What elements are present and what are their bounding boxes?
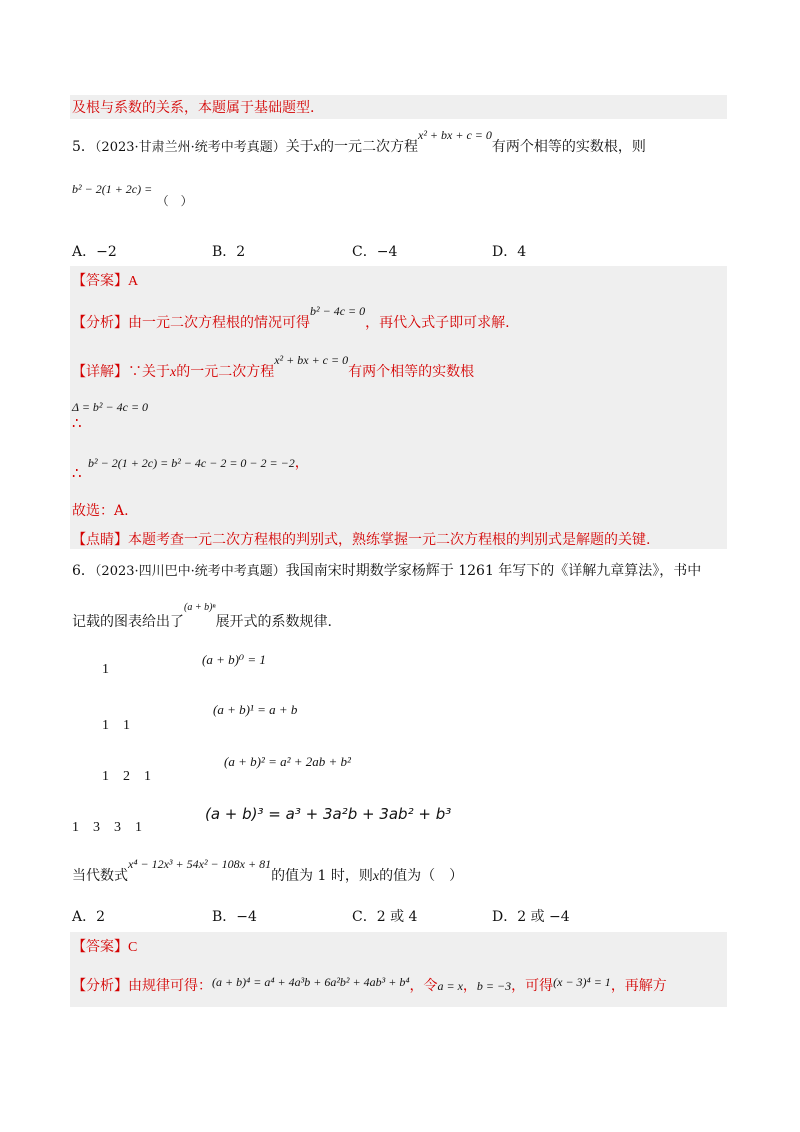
previous-comment-fragment: 及根与系数的关系，本题属于基础题型.: [72, 100, 315, 116]
q6-number: 6．: [72, 563, 95, 579]
therefore-symbol: ∴: [72, 464, 82, 482]
q5-delta-line: [72, 402, 148, 424]
q5-detail: 【详解】∵关于x的一元二次方程x² + bx + c = 0有两个相等的实数根: [72, 353, 475, 380]
q6-stem-line-2: 记载的图表给出了$^{(a + b)^n}$展开式的系数规律.: [72, 602, 333, 630]
q5-solution-shade: [70, 266, 727, 549]
pascal-row-0: 1: [102, 662, 109, 677]
q5-calc-eq: b² − 2(1 + 2c) = b² − 4c − 2 = 0 − 2 = −2: [88, 456, 295, 470]
q5-option-b: B．2: [212, 244, 246, 260]
q5-analysis-equation: b² − 4c = 0: [310, 304, 366, 318]
q5-stem-line: 5．（2023·甘肃兰州·统考中考真题）关于x的一元二次方程x² + bx + c = 0有两个相等的实数根，则: [72, 128, 646, 155]
q6-polynomial: x⁴ − 12x³ + 54x² − 108x + 81: [128, 857, 272, 871]
q5-calc-line: b² − 2(1 + 2c) = b² − 4c − 2 = 0 − 2 = −2，: [88, 455, 309, 471]
expansion-3: (a + b)³ = a³ + 3a²b + 3ab² + b³: [205, 805, 452, 823]
q6-option-c: C．2 或 4: [352, 909, 418, 925]
q6-stem-line-1: 6．（2023·四川巴中·统考中考真题）我国南宋时期数学家杨辉于 1261 年写下的《详解九章算法》，书中: [72, 563, 702, 579]
q5-source: （2023·甘肃兰州·统考中考真题）: [94, 140, 286, 155]
q5-option-d: D．4: [492, 244, 527, 260]
q5-equation: x² + bx + c = 0: [418, 128, 492, 142]
q5-analysis: 【分析】由一元二次方程根的情况可得b² − 4c = 0，再代入式子即可求解.: [72, 304, 510, 331]
pascal-row-2: 1 2 1: [102, 769, 151, 784]
q5-expression: b² − 2(1 + 2c) =: [72, 182, 153, 196]
q5-choose: 故选：A.: [72, 503, 129, 519]
q6-source: （2023·四川巴中·统考中考真题）: [94, 564, 286, 579]
q5-var-x: x: [313, 140, 320, 155]
expansion-0: (a + b)⁰ = 1: [202, 652, 266, 667]
q5-option-c: C．−4: [352, 244, 398, 260]
q6-stem-line-3: 当代数式x⁴ − 12x³ + 54x² − 108x + 81的值为 1 时，则x的值为（ ）: [72, 857, 464, 884]
pascal-row-3: 1 3 3 1: [72, 820, 142, 835]
q6-option-a: A．2: [72, 909, 106, 925]
q6-inline-expr: (a + b)ⁿ: [184, 602, 216, 613]
q6-answer: 【答案】C: [72, 939, 138, 955]
therefore-symbol: ∴: [72, 414, 82, 432]
pascal-row-1: 1 1: [102, 718, 130, 733]
expansion-2: (a + b)² = a² + 2ab + b²: [224, 754, 351, 769]
expansion-1: (a + b)¹ = a + b: [213, 702, 298, 717]
q5-delta-eq: Δ = b² − 4c = 0: [72, 400, 149, 414]
q5-detail-equation: x² + bx + c = 0: [274, 353, 349, 367]
q5-expression-line: [72, 182, 193, 212]
q6-option-d: D．2 或 −4: [492, 909, 570, 925]
q6-analysis-eq-1: (a + b)⁴ = a⁴ + 4a³b + 6a²b² + 4ab³ + b⁴: [212, 975, 410, 989]
q5-number: 5．: [72, 139, 95, 155]
q5-comment: 【点睛】本题考查一元二次方程根的判别式，熟练掌握一元二次方程根的判别式是解题的关键.: [72, 532, 651, 548]
q6-option-b: B．−4: [212, 909, 257, 925]
q6-analysis: 【分析】由规律可得：(a + b)⁴ = a⁴ + 4a³b + 6a²b² + 4ab³ + b⁴，令a = x，b = −3，可得(x − 3)⁴ = 1，再解方: [72, 975, 667, 994]
q5-option-a: A．−2: [72, 244, 117, 260]
q5-blank: （ ）: [156, 194, 193, 208]
q5-answer: 【答案】A: [72, 273, 139, 289]
